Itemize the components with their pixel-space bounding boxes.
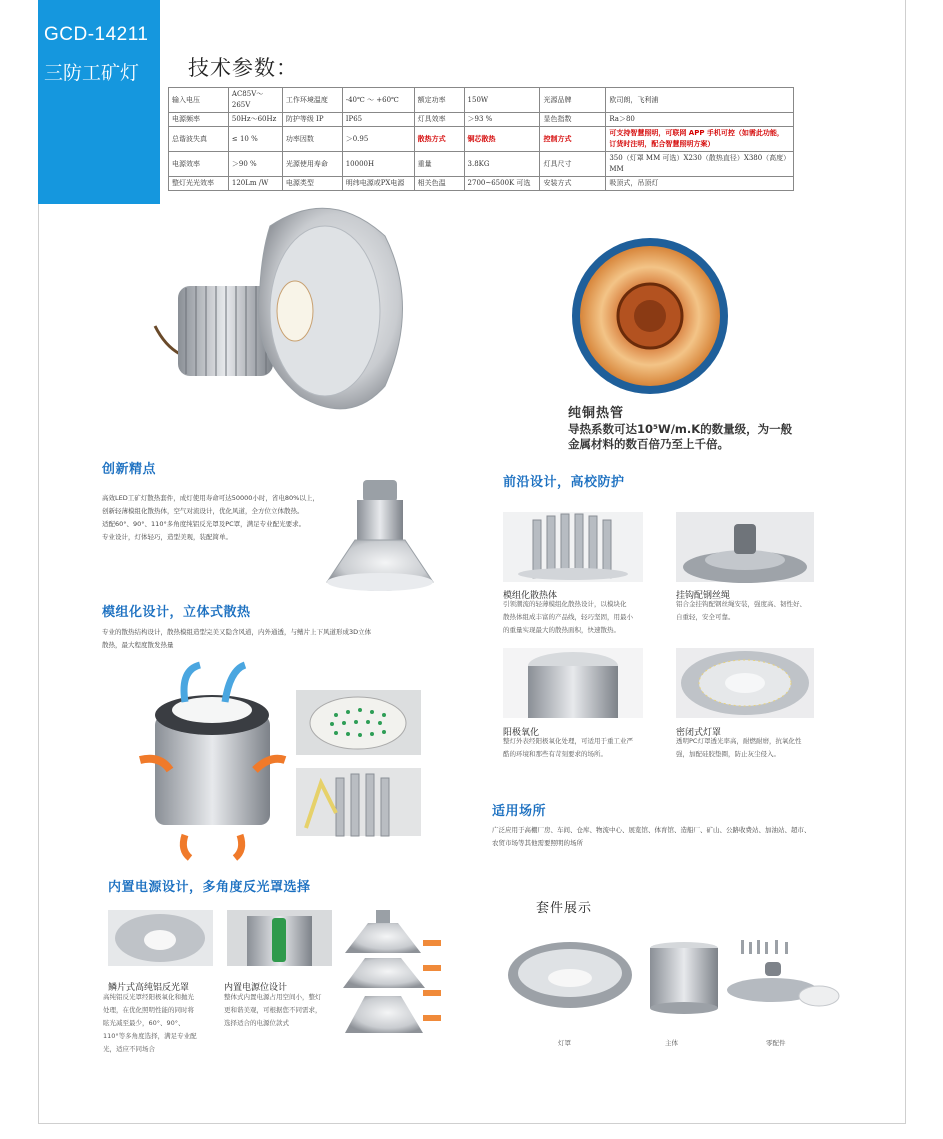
- kit-parts-image: [727, 938, 839, 1013]
- feature-line: 的重量实现最大的散热面积，快速散热。: [503, 626, 620, 634]
- feature-text: [503, 735, 663, 761]
- feature-heatsink-image: [503, 512, 643, 582]
- spec-row: [169, 113, 794, 127]
- modular-airflow-image: [140, 660, 285, 860]
- innovation-line: 适配60°、90°、110°多角度纯铝反光罩及PC罩，满足专业配光要求。: [102, 520, 306, 528]
- led-board-image: [296, 690, 421, 755]
- reflector-title: 鳞片式高纯铝反光罩: [108, 983, 190, 993]
- model-code: GCD-14211: [44, 24, 149, 45]
- spec-value-cell: 3.8KG: [464, 152, 540, 177]
- feature-text: [676, 735, 836, 761]
- innovation-line: 创新轻薄模组化散热体，空气对流设计，优化风道，全方位立体散热。: [102, 507, 304, 515]
- spec-label-cell: 输入电压: [169, 88, 229, 113]
- heat-pipe-section-image: [296, 768, 421, 836]
- spec-value-cell: ≤ 10 %: [228, 127, 282, 152]
- reflector-line: 眩光减至最少，60°、90°、: [103, 1019, 185, 1027]
- spec-label-cell: 灯具尺寸: [540, 152, 606, 177]
- spec-value-cell: 2700~6500K 可选: [464, 177, 540, 191]
- spec-value-cell: AC85V～265V: [228, 88, 282, 113]
- spec-label-cell: 灯具效率: [414, 113, 464, 127]
- feature-line: 强，加配硅胶垫圈，防止灰尘侵入。: [676, 750, 780, 758]
- spec-title: 技术参数：: [188, 56, 298, 80]
- spec-row: [169, 152, 794, 177]
- lamp-main-image: [150, 196, 410, 416]
- copper-line-1: 导热系数可达10⁵W/m.K的数量级，为一般: [568, 422, 793, 436]
- reflector-line: 110°等多角度选择，满足专业配: [103, 1032, 197, 1040]
- spec-label-cell: 光源品牌: [540, 88, 606, 113]
- spec-value-cell: 10000H: [342, 152, 414, 177]
- spec-label-cell: 安装方式: [540, 177, 606, 191]
- kit-label-cover: 灯罩: [558, 1039, 571, 1047]
- spec-label-cell: 整灯光光效率: [169, 177, 229, 191]
- innovation-text: [102, 492, 362, 544]
- spec-value-cell: 铜芯散热: [464, 127, 540, 152]
- spec-label-cell: 重量: [414, 152, 464, 177]
- power-title: 内置电源位设计: [224, 983, 288, 993]
- spec-label-cell: 工作环境温度: [282, 88, 342, 113]
- feature-title: 密闭式灯罩: [676, 728, 722, 738]
- reflector-text: [103, 991, 228, 1056]
- kit-label-body: 主体: [665, 1039, 678, 1047]
- innovation-line: 高效LED工矿灯散热套件，成灯使用寿命可达50000小时，省电80%以上，: [102, 494, 319, 502]
- builtin-title: 内置电源设计，多角度反光罩选择: [108, 880, 311, 895]
- spec-value-cell: 明纬电源或PX电源: [342, 177, 414, 191]
- spec-value-cell: ＞93 %: [464, 113, 540, 127]
- model-name: 三防工矿灯: [44, 62, 140, 84]
- feature-line: 散热体组成丰富的产品线，轻巧坚固，用最小: [503, 613, 633, 621]
- frontier-title: 前沿设计，高校防护: [503, 475, 625, 490]
- spec-value-cell: 120Lm /W: [228, 177, 282, 191]
- lamp-small-image: [325, 474, 435, 592]
- modular-title: 模组化设计，立体式散热: [102, 605, 251, 620]
- feature-anodized-image: [503, 648, 643, 718]
- spec-table: [168, 87, 794, 191]
- spec-label-cell: 电源效率: [169, 152, 229, 177]
- power-line: 整体式内置电源占用空间小，整灯: [224, 993, 322, 1001]
- spec-label-cell: 控制方式: [540, 127, 606, 152]
- feature-line: 铝合金挂钩配钢丝绳安装，强度高、韧性好、: [676, 600, 806, 608]
- application-text: [492, 824, 882, 850]
- modular-text: [102, 626, 442, 652]
- spec-label-cell: 防护等级 IP: [282, 113, 342, 127]
- spec-label-cell: 总谐波失真: [169, 127, 229, 152]
- copper-line-2: 金属材料的数百倍乃至上千倍。: [568, 437, 729, 451]
- feature-title: 阳极氧化: [503, 728, 540, 738]
- spec-row: [169, 88, 794, 113]
- feature-title: 模组化散热体: [503, 591, 558, 601]
- spec-value-cell: Ra＞80: [606, 113, 794, 127]
- power-line: 选择适合的电源位款式: [224, 1019, 289, 1027]
- feature-sealed-cover-image: [676, 648, 814, 718]
- spec-value-cell: 50Hz～60Hz: [228, 113, 282, 127]
- reflector-angles-image: [343, 908, 443, 1038]
- model-box: [38, 0, 160, 204]
- application-line: 农贸市场等其他需要照明的场所: [492, 839, 583, 847]
- feature-line: 酷的环境和那些有苛刻要求的场所。: [503, 750, 607, 758]
- reflector-line: 光，适应不同场合: [103, 1045, 155, 1053]
- copper-text: [568, 422, 838, 452]
- feature-line: 整灯外表经阳极氧化处理，可适用于重工业严: [503, 737, 633, 745]
- power-line: 更和谐美观，可根据您不同需求，: [224, 1006, 322, 1014]
- spec-label-cell: 散热方式: [414, 127, 464, 152]
- innovation-title: 创新精点: [102, 462, 157, 477]
- spec-value-cell: ＞0.95: [342, 127, 414, 152]
- kit-title: 套件展示: [536, 901, 593, 916]
- modular-line: 专业的散热结构设计，散热模组造型完美又隐含风道，内外通透，与鳍片上下风道形成3D立体: [102, 628, 372, 636]
- spec-value-cell: 可支持智慧照明，可联网 APP 手机可控（如需此功能，订货时注明，配合智慧照明方案）: [606, 127, 794, 152]
- spec-value-cell: 吸顶式，吊顶灯: [606, 177, 794, 191]
- innovation-line: 专业设计，灯体轻巧，造型美观，装配简单。: [102, 533, 232, 541]
- spec-label-cell: 显色指数: [540, 113, 606, 127]
- spec-value-cell: -40℃ ～ +60℃: [342, 88, 414, 113]
- application-line: 广泛应用于高棚厂房、车间、仓库、物流中心、展览馆、体育馆、造船厂、矿山、公路收费站、加油站、超市、: [492, 826, 811, 834]
- feature-text: [503, 598, 663, 637]
- spec-value-cell: ＞90 %: [228, 152, 282, 177]
- power-position-image: [227, 910, 332, 966]
- spec-row: [169, 127, 794, 152]
- spec-row: [169, 177, 794, 191]
- spec-label-cell: 功率因数: [282, 127, 342, 152]
- spec-value-cell: 150W: [464, 88, 540, 113]
- spec-label-cell: 额定功率: [414, 88, 464, 113]
- power-text: [224, 991, 349, 1030]
- reflector-image: [108, 910, 213, 966]
- spec-label-cell: 相关色温: [414, 177, 464, 191]
- spec-value-cell: IP65: [342, 113, 414, 127]
- spec-value-cell: 350（灯罩 MM 可选）X230（散热直径）X380（高度）MM: [606, 152, 794, 177]
- feature-line: 透明PC灯罩透光率高，耐燃耐磨，抗氧化性: [676, 737, 802, 745]
- feature-title: 挂钩配钢丝绳: [676, 591, 731, 601]
- spec-label-cell: 光源使用寿命: [282, 152, 342, 177]
- copper-heatpipe-image: [570, 236, 730, 396]
- feature-hook-image: [676, 512, 814, 582]
- spec-label-cell: 电源类型: [282, 177, 342, 191]
- spec-value-cell: 欧司朗，飞利浦: [606, 88, 794, 113]
- feature-line: 引领潮流的轻薄模组化散热设计，以模块化: [503, 600, 627, 608]
- modular-line: 散热，最大程度散发热量: [102, 641, 174, 649]
- spec-label-cell: 电源频率: [169, 113, 229, 127]
- kit-body-image: [648, 940, 720, 1015]
- copper-title: 纯铜热管: [568, 406, 625, 421]
- reflector-line: 高纯铝反光罩经阳极氧化和抛光: [103, 993, 194, 1001]
- kit-cover-image: [505, 940, 635, 1015]
- feature-text: [676, 598, 836, 624]
- reflector-line: 处理，在优化照明性能的同时将: [103, 1006, 194, 1014]
- feature-line: 自重轻，安全可靠。: [676, 613, 735, 621]
- kit-label-parts: 零配件: [766, 1039, 786, 1047]
- application-title: 适用场所: [492, 804, 547, 819]
